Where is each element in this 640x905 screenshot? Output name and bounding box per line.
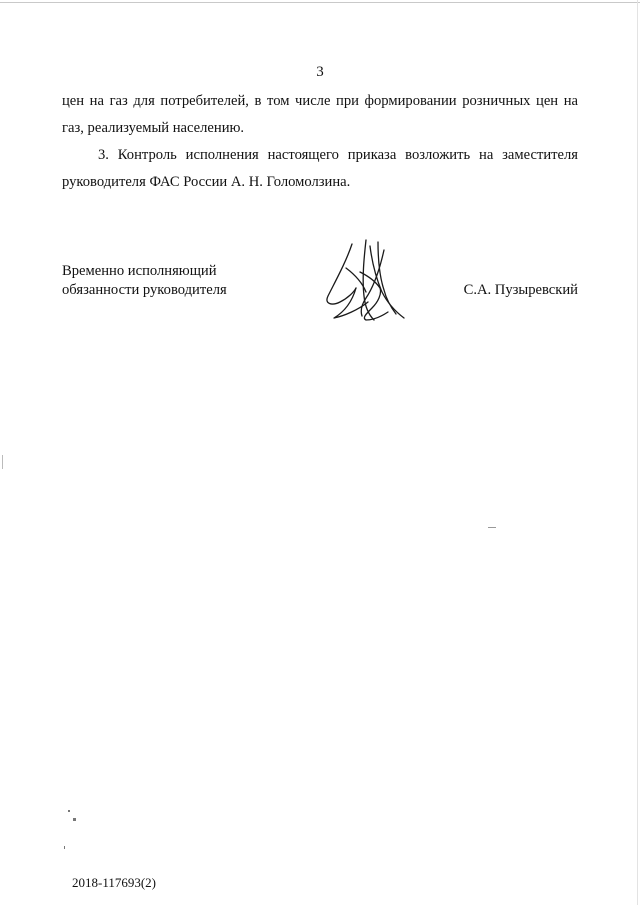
handwritten-signature [322, 232, 412, 324]
scan-right-edge [637, 0, 638, 905]
scan-top-edge [0, 2, 640, 3]
scan-speck [73, 818, 76, 821]
scan-speck [488, 527, 496, 528]
paragraph-line: цен на газ для потребителей, в том числе при формировании розничных цен на [62, 93, 578, 109]
scan-speck [68, 810, 70, 812]
paragraph-item-3 [62, 142, 578, 196]
paragraph-line: руководителя ФАС России А. Н. Голомолзина. [62, 174, 351, 190]
signatory-position [62, 262, 227, 300]
scan-speck [2, 455, 3, 469]
paragraph-line: 3. Контроль исполнения настоящего приказа возложить на заместителя [98, 147, 578, 163]
position-line: обязанности руководителя [62, 282, 227, 298]
scan-speck [64, 846, 65, 849]
position-line: Временно исполняющий [62, 263, 217, 279]
signer-name: С.А. Пузыревский [463, 282, 578, 298]
paragraph-continuation [62, 88, 578, 142]
page-number: 3 [316, 64, 324, 80]
paragraph-line: газ, реализуемый населению. [62, 120, 245, 136]
document-number: 2018-117693(2) [72, 875, 157, 890]
